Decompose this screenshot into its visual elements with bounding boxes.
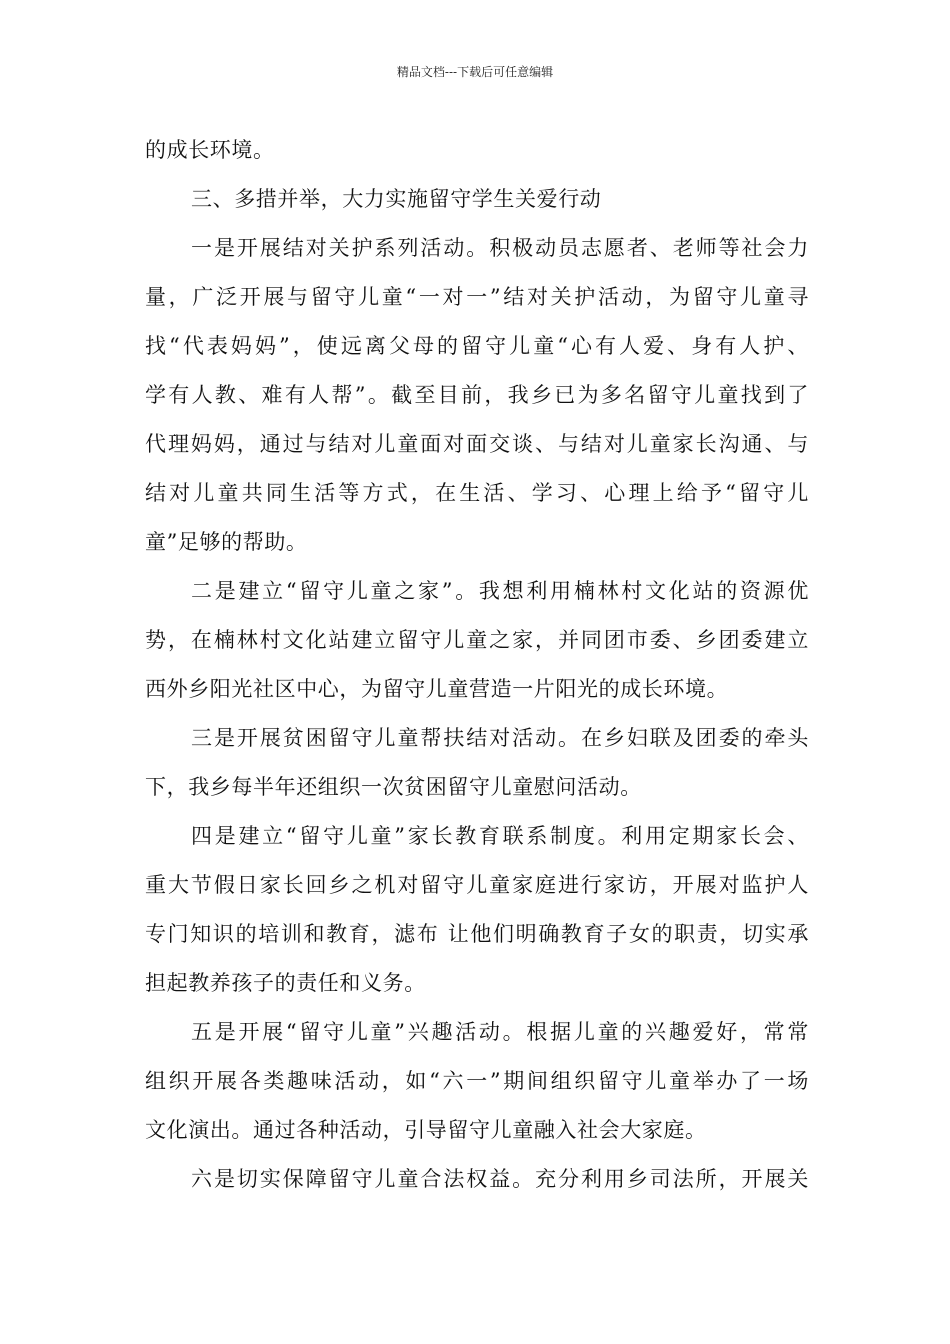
section-heading: 三、多措并举，大力实施留守学生关爱行动 — [191, 187, 602, 211]
paragraph-first-line: 三是开展贫困留守儿童帮扶结对活动。在乡妇联及团委的牵头 — [191, 726, 809, 750]
text-line: 结对儿童共同生活等方式，在生活、学习、心理上给予“留守儿 — [145, 481, 809, 505]
text-line: 的成长环境。 — [145, 138, 275, 162]
text-line: 量，广泛开展与留守儿童“一对一”结对关护活动，为留守儿童寻 — [145, 285, 809, 309]
text-line: 下，我乡每半年还组织一次贫困留守儿童慰问活动。 — [145, 775, 642, 799]
page-header: 精品文档---下载后可任意编辑 — [396, 65, 554, 79]
text-line: 学有人教、难有人帮”。截至目前，我乡已为多名留守儿童找到了 — [145, 383, 809, 407]
paragraph-first-line: 四是建立“留守儿童”家长教育联系制度。利用定期家长会、 — [191, 824, 809, 848]
text-line: 专门知识的培训和教育，滤布 让他们明确教育子女的职责，切实承 — [145, 922, 809, 946]
paragraph-first-line: 一是开展结对关护系列活动。积极动员志愿者、老师等社会力 — [191, 236, 809, 260]
text-line: 文化演出。通过各种活动，引导留守儿童融入社会大家庭。 — [145, 1118, 707, 1142]
text-line: 势，在楠林村文化站建立留守儿童之家，并同团市委、乡团委建立 — [145, 628, 809, 652]
text-line: 组织开展各类趣味活动，如“六一”期间组织留守儿童举办了一场 — [145, 1069, 809, 1093]
paragraph-first-line: 六是切实保障留守儿童合法权益。充分利用乡司法所，开展关 — [191, 1167, 809, 1191]
text-line: 重大节假日家长回乡之机对留守儿童家庭进行家访，开展对监护人 — [145, 873, 809, 897]
paragraph-first-line: 五是开展“留守儿童”兴趣活动。根据儿童的兴趣爱好，常常 — [191, 1020, 809, 1044]
text-line: 找“代表妈妈”，使远离父母的留守儿童“心有人爱、身有人护、 — [145, 334, 809, 358]
text-line: 童”足够的帮助。 — [145, 530, 308, 554]
text-line: 西外乡阳光社区中心，为留守儿童营造一片阳光的成长环境。 — [145, 677, 729, 701]
paragraph-first-line: 二是建立“留守儿童之家”。我想利用楠林村文化站的资源优 — [191, 579, 809, 603]
text-line: 代理妈妈，通过与结对儿童面对面交谈、与结对儿童家长沟通、与 — [145, 432, 809, 456]
text-line: 担起教养孩子的责任和义务。 — [145, 971, 426, 995]
document-body — [145, 126, 809, 1204]
